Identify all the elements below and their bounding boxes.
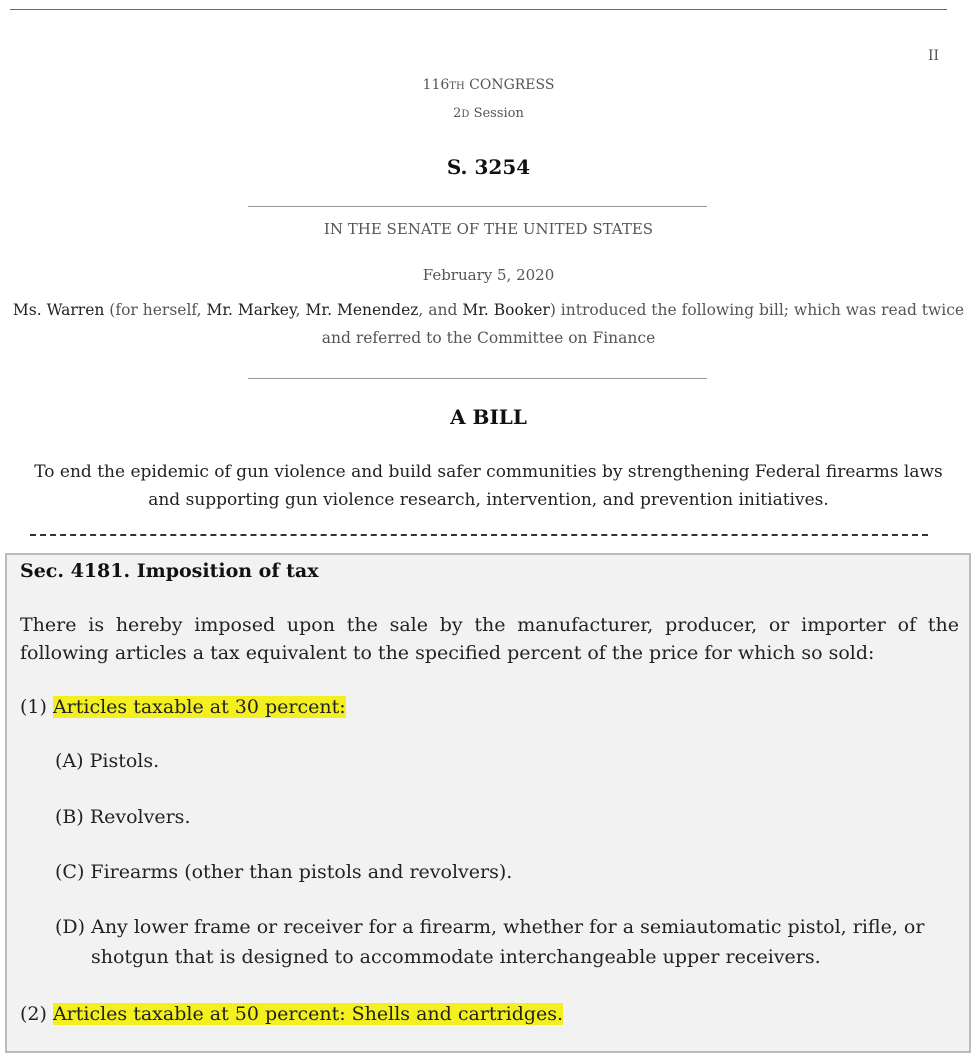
session-number: 2	[453, 106, 462, 121]
bill-number: S. 3254	[446, 155, 531, 179]
top-divider	[10, 9, 947, 10]
cosponsor-name: Mr. Booker	[462, 301, 550, 319]
session-line	[0, 106, 977, 121]
bill-heading: A BILL	[450, 405, 527, 429]
section-excerpt-box	[5, 553, 971, 1053]
congress-line	[0, 77, 977, 93]
subparagraph-d: (D) Any lower frame or receiver for a firearm, whether for a semiautomatic pistol, rifle, or shotgun that is designed to accommodate interchangeable upper receivers.	[55, 916, 925, 968]
intro-fragment: ,	[295, 301, 306, 319]
chamber-line: IN THE SENATE OF THE UNITED STATES	[323, 220, 654, 238]
intro-fragment: (for herself,	[104, 301, 207, 319]
cosponsor-name: Mr. Menendez	[305, 301, 419, 319]
congress-number: 116	[422, 77, 450, 93]
paragraph-1	[20, 692, 346, 722]
section-body: There is hereby imposed upon the sale by the manufacturer, producer, or importer of the following articles a tax equivalent to the specified percent of the price for which so sold:	[20, 614, 959, 664]
paragraph-number: (1)	[20, 696, 53, 718]
introduction-text	[0, 296, 977, 352]
subparagraph-b: (B) Revolvers.	[55, 806, 191, 828]
highlighted-text: Articles taxable at 50 percent: Shells and cartridges.	[52, 1003, 564, 1025]
intro-fragment: , and	[418, 301, 463, 319]
print-version-marker: II	[927, 48, 939, 64]
purpose-line-1: To end the epidemic of gun violence and build safer communities by strengthening Federal firearms laws	[34, 462, 943, 482]
subparagraph-c: (C) Firearms (other than pistols and revolvers).	[55, 861, 513, 883]
sponsor-name: Ms. Warren	[12, 301, 105, 319]
header-divider	[248, 206, 707, 207]
purpose-line-2: and supporting gun violence research, intervention, and prevention initiatives.	[148, 490, 829, 510]
introduction-line-2: and referred to the Committee on Finance	[321, 329, 656, 347]
congress-suffix: TH	[449, 81, 465, 92]
dashed-separator	[30, 534, 928, 536]
intro-divider	[248, 378, 707, 379]
intro-fragment: ) introduced the following bill; which was read twice	[549, 301, 965, 319]
subparagraph-a: (A) Pistols.	[55, 750, 160, 772]
session-word: Session	[473, 106, 524, 121]
cosponsor-name: Mr. Markey	[206, 301, 296, 319]
highlighted-text: Articles taxable at 30 percent:	[52, 696, 346, 718]
introduction-line-1	[0, 296, 977, 324]
paragraph-number: (2)	[20, 1003, 53, 1025]
introduction-date: February 5, 2020	[422, 266, 555, 284]
section-title: Sec. 4181. Imposition of tax	[20, 560, 319, 582]
session-suffix: D	[461, 109, 470, 120]
paragraph-2	[20, 999, 563, 1029]
bill-purpose	[0, 458, 977, 514]
congress-word: CONGRESS	[469, 77, 555, 93]
